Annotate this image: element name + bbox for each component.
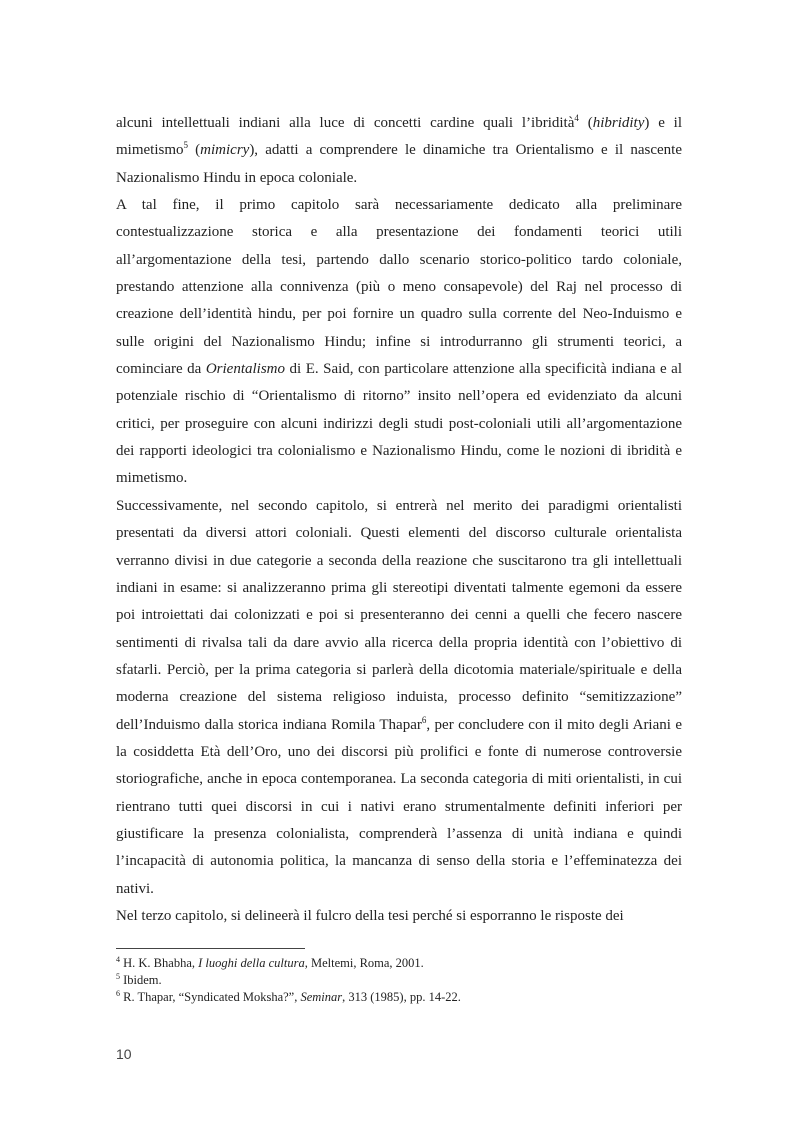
footnote-number: 5 [116, 971, 120, 981]
footnote-divider [116, 948, 305, 949]
text-run: alcuni intellettuali indiani alla luce di concetti cardine quali l’ibridità [116, 115, 575, 131]
italic-term: mimicry [200, 142, 250, 159]
footnote-text: R. Thapar, “Syndicated Moksha?”, [120, 990, 301, 1004]
italic-title: Orientalismo [205, 361, 285, 378]
footnotes [116, 955, 682, 1006]
body-text [116, 110, 682, 930]
footnote-text: Ibidem. [120, 973, 162, 987]
footnote-title: I luoghi della cultura [198, 956, 305, 970]
text-run: A tal fine, il primo capitolo sarà necessariamente dedicato alla preliminare contestualizzazione storica e alla presentazione dei fondamenti teorici utili all’argomentazione della tesi, partendo dallo scenario storico-politico tardo coloniale, prestando attenzione alla connivenza (più o meno consapevole) del Raj nel processo di creazione dell’identità hindu, per poi fornire un quadro sulla corrente del Neo-Induismo e sulle origini del Nazionalismo Hindu; infine si introdurranno gli strumenti teorici, a cominciare da [116, 197, 682, 378]
text-run: di E. Said, con particolare attenzione alla specificità indiana e al potenziale rischio di “Orientalismo di ritorno” insito nell’opera ed evidenziato da alcuni critici, per proseguire con alcuni indirizzi degli studi post-coloniali utili all’argomentazione dei rapporti ideologici tra colonialismo e Nazionalismo Hindu, come le nozioni di ibridità e mimetismo. [116, 361, 682, 487]
text-run: ( [188, 142, 201, 159]
footnote-4 [116, 955, 682, 972]
paragraph-2 [116, 192, 682, 493]
footnote-6 [116, 989, 682, 1006]
footnote-number: 6 [116, 988, 120, 998]
footnote-text: H. K. Bhabha, [120, 956, 199, 970]
footnote-text: , Meltemi, Roma, 2001. [304, 956, 424, 970]
italic-term: hibridity [592, 115, 645, 131]
text-run: ( [578, 115, 593, 131]
text-run: Successivamente, nel secondo capitolo, si entrerà nel merito dei paradigmi orientalisti presentati da diversi attori coloniali. Questi elementi del discorso culturale orientalista verranno divisi in due categorie a seconda della reazione che suscitarono tra gli intellettuali indiani in esame: si analizzeranno prima gli stereotipi diventati talmente egemoni da essere poi introiettati dai colonizzati e poi si presenteranno dei cenni a quelli che fecero nascere sentimenti di rivalsa tali da dare avvio alla ricerca della propria identità con l’obiettivo di sfatarli. Perciò, per la prima categoria si parlerà della dicotomia materiale/spirituale e della moderna creazione del sistema religioso induista, processo definito “semitizzazione” dell’Induismo dalla storica indiana Romila Thapar [116, 497, 682, 733]
footnote-ref-5[interactable]: 5 [183, 140, 188, 151]
page-number: 10 [116, 1046, 132, 1062]
footnote-ref-6[interactable]: 6 [421, 714, 427, 725]
footnote-text: , 313 (1985), pp. 14-22. [342, 990, 461, 1004]
text-run: ) e il mimetismo [116, 115, 682, 159]
text-run: , per concludere con il mito degli Ariani e la cosiddetta Età dell’Oro, uno dei discorsi più prolifici e fonte di numerose controversie storiografiche, anche in epoca contemporanea. La seconda categoria di miti orientalisti, in cui rientrano tutti quei discorsi in cui i nativi erano strumentalmente definiti inferiori per giustificare la presenza colonialista, comprenderà l’assenza di unità indiana e quindi l’incapacità di autonomia politica, la mancanza di senso della storia e l’effeminatezza dei nativi. [116, 716, 682, 897]
footnote-title: Seminar [300, 990, 343, 1004]
paragraph-1 [116, 110, 682, 192]
footnote-ref-4[interactable]: 4 [574, 113, 579, 123]
footnote-number: 4 [116, 954, 120, 964]
text-run: Nel terzo capitolo, si delineerà il fulcro della tesi perché si esporranno le risposte dei [116, 907, 624, 924]
paragraph-3 [116, 493, 682, 903]
text-run: ), adatti a comprendere le dinamiche tra Orientalismo e il nascente Nazionalismo Hindu in epoca coloniale. [116, 142, 682, 186]
footnote-5 [116, 972, 682, 989]
paragraph-4 [116, 903, 682, 930]
